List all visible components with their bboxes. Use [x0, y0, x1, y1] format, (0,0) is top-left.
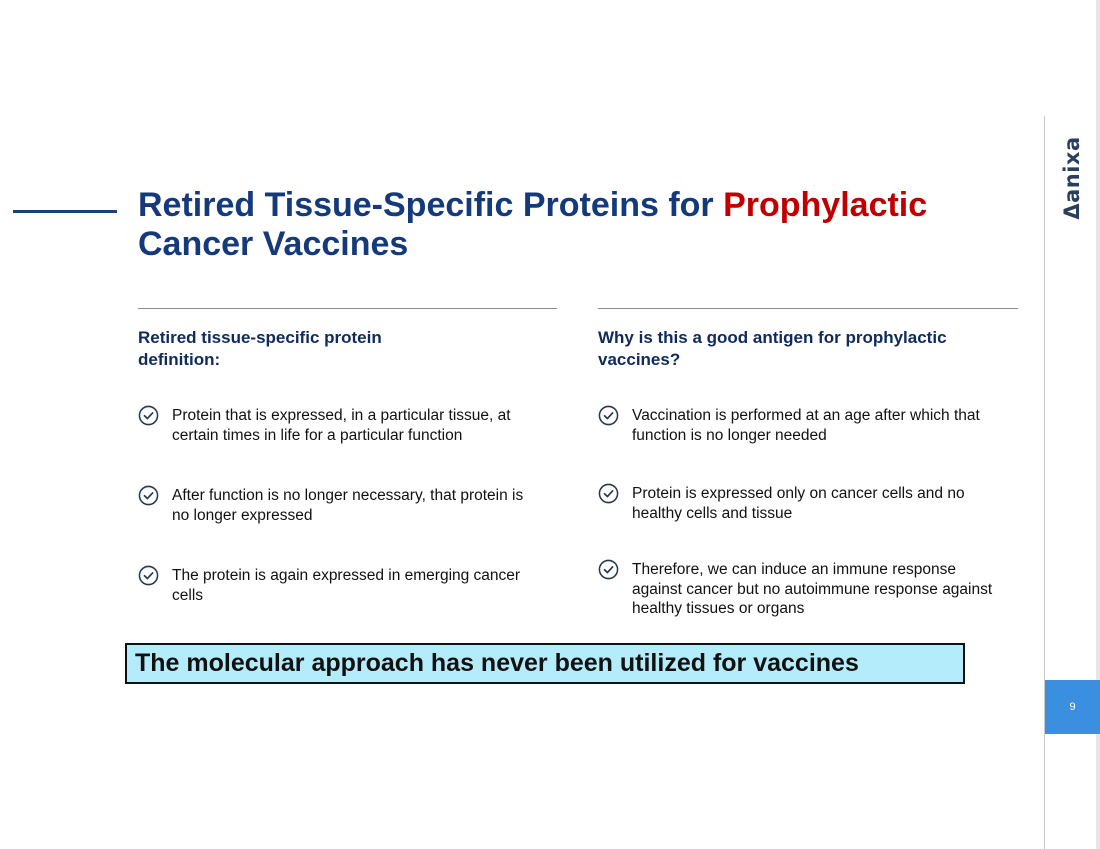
right-bullet-text: Therefore, we can induce an immune response against cancer but no autoimmune response against healthy tissues or organs — [632, 561, 993, 617]
left-bullet-text: The protein is again expressed in emerging cancer cells — [172, 567, 521, 604]
title-highlight: Prophylactic — [723, 186, 928, 224]
brand-logo-text: Δanixa — [1060, 136, 1084, 220]
page-number: 9 — [1045, 680, 1100, 734]
right-bullet-3 — [598, 560, 1008, 619]
left-bullet-text: Protein that is expressed, in a particular tissue, at certain times in life for a particular function — [172, 407, 511, 444]
check-circle-icon — [138, 485, 159, 506]
key-message-banner: The molecular approach has never been utilized for vaccines — [125, 643, 965, 684]
check-circle-icon — [598, 405, 619, 426]
title-part2: Cancer Vaccines — [138, 225, 409, 263]
left-column-heading: Retired tissue-specific protein definition: — [138, 328, 382, 369]
vertical-divider — [1044, 116, 1045, 849]
left-bullet-2 — [138, 486, 538, 525]
right-bullet-2 — [598, 484, 1008, 523]
right-column-heading: Why is this a good antigen for prophylactic vaccines? — [598, 328, 947, 369]
right-bullet-1 — [598, 406, 1008, 445]
right-bullet-text: Vaccination is performed at an age after which that function is no longer needed — [632, 407, 980, 444]
left-column-divider — [138, 308, 557, 309]
check-circle-icon — [598, 559, 619, 580]
delta-icon: Δ — [1060, 202, 1084, 220]
title-part1: Retired Tissue-Specific Proteins for — [138, 186, 724, 224]
title-accent-line — [13, 210, 117, 213]
page-title — [138, 186, 1018, 264]
check-circle-icon — [138, 405, 159, 426]
left-bullet-1 — [138, 406, 538, 445]
check-circle-icon — [138, 565, 159, 586]
check-circle-icon — [598, 483, 619, 504]
right-column-divider — [598, 308, 1018, 309]
brand-logo — [1052, 132, 1092, 224]
left-bullet-3 — [138, 566, 538, 605]
right-bullet-text: Protein is expressed only on cancer cells and no healthy cells and tissue — [632, 485, 965, 522]
left-bullet-text: After function is no longer necessary, that protein is no longer expressed — [172, 487, 524, 524]
